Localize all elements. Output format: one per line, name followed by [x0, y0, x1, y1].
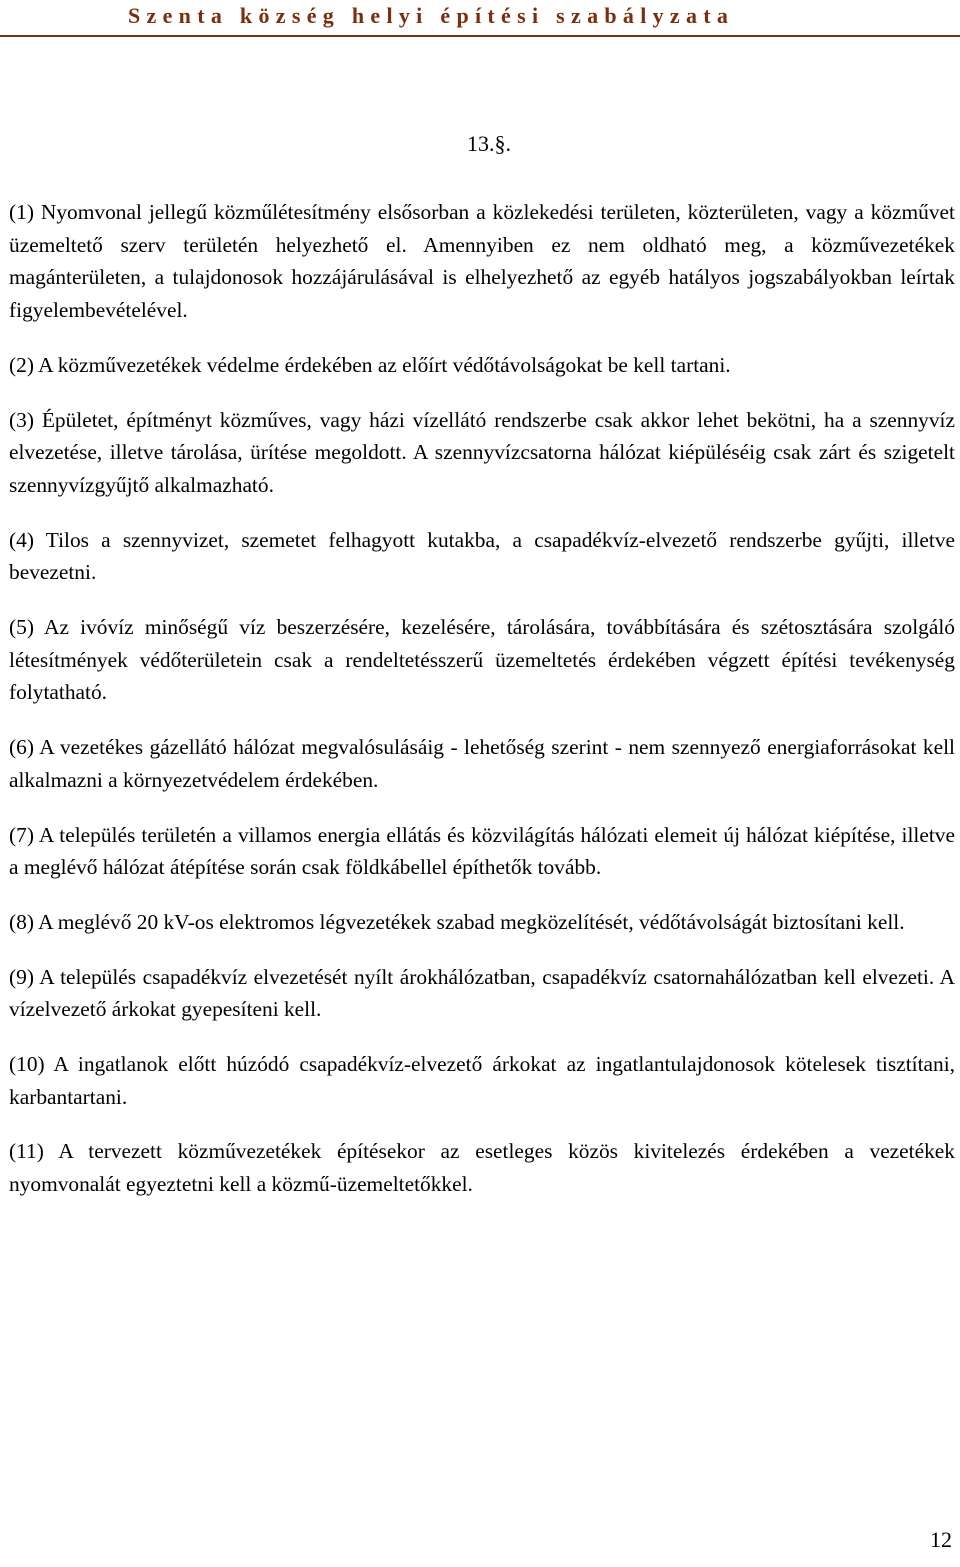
paragraph-7	[9, 819, 955, 884]
paragraph-number: (6)	[9, 735, 34, 760]
paragraph-text: Nyomvonal jellegű közműlétesítmény elsősorban a közlekedési területen, közterületen, vagy a közművet üzemeltető szerv területén helyezhető el. Amennyiben ez nem oldható meg, a közművezetékek magánterületen, a tulajdonosok hozzájárulásával is elhelyezhető az egyéb hatályos jogszabályokban leírtak figyelembevételével.	[9, 200, 955, 323]
page-number: 12	[930, 1527, 952, 1552]
paragraph-8	[9, 906, 955, 939]
page-header	[0, 0, 960, 36]
paragraph-3	[9, 404, 955, 502]
paragraph-number: (10)	[9, 1052, 45, 1077]
paragraph-number: (11)	[9, 1139, 44, 1164]
paragraph-number: (4)	[9, 527, 34, 552]
paragraph-number: (5)	[9, 615, 34, 640]
document-title: Szenta község helyi építési szabályzata	[128, 3, 735, 28]
document-body	[9, 196, 955, 1223]
paragraph-text: A település csapadékvíz elvezetését nyílt árokhálózatban, csapadékvíz csatornahálózatban kell elvezeti. A vízelvezető árkokat gyepesíteni kell.	[9, 964, 955, 1022]
paragraph-10	[9, 1048, 955, 1113]
paragraph-text: Az ivóvíz minőségű víz beszerzésére, kezelésére, tárolására, továbbítására és szétosztására szolgáló létesítmények védőterületein csak a rendeltetésszerű üzemeltetés érdekében végzett építési tevékenység folytatható.	[9, 615, 955, 705]
paragraph-number: (7)	[9, 822, 34, 847]
paragraph-5	[9, 611, 955, 709]
paragraph-text: A ingatlanok előtt húzódó csapadékvíz-elvezető árkokat az ingatlantulajdonosok kötelesek tisztítani, karbantartani.	[9, 1052, 956, 1109]
paragraph-number: (1)	[9, 200, 34, 224]
paragraph-text: A tervezett közművezetékek építésekor az esetleges közös kivitelezés érdekében a vezetékek nyomvonalát egyeztetni kell a közmű-üzemeltetőkkel.	[9, 1139, 955, 1197]
paragraph-6	[9, 731, 955, 796]
paragraph-number: (9)	[9, 964, 34, 989]
paragraph-number: (3)	[9, 407, 34, 432]
paragraph-9	[9, 961, 955, 1026]
paragraph-text: A meglévő 20 kV-os elektromos légvezetékek szabad megközelítését, védőtávolságát biztosítani kell.	[38, 909, 905, 934]
paragraph-number: (8)	[9, 909, 34, 934]
paragraph-1	[9, 196, 955, 327]
paragraph-text: Tilos a szennyvizet, szemetet felhagyott kutakba, a csapadékvíz-elvezető rendszerbe gyűjti, illetve bevezetni.	[9, 527, 956, 585]
paragraph-text: A vezetékes gázellátó hálózat megvalósulásáig - lehetőség szerint - nem szennyező energiaforrásokat kell alkalmazni a környezetvédelem érdekében.	[9, 735, 955, 792]
paragraph-text: A település területén a villamos energia ellátás és közvilágítás hálózati elemeit új hálózat kiépítése, illetve a meglévő hálózat átépítése során csak földkábellel építhetők tovább.	[9, 822, 955, 880]
paragraph-number: (2)	[9, 352, 34, 377]
paragraph-11	[9, 1135, 955, 1200]
paragraph-text: Épületet, építményt közműves, vagy házi vízellátó rendszerbe csak akkor lehet bekötni, ha a szennyvíz elvezetése, illetve tárolása, ürítése megoldott. A szennyvízcsatorna hálózat kiépüléséig csak zárt és szigetelt szennyvízgyűjtő alkalmazható.	[9, 407, 955, 497]
section-number: 13.§.	[467, 131, 511, 156]
paragraph-4	[9, 524, 955, 589]
header-divider	[0, 35, 960, 37]
paragraph-text: A közművezetékek védelme érdekében az előírt védőtávolságokat be kell tartani.	[38, 352, 731, 377]
paragraph-2	[9, 349, 955, 382]
